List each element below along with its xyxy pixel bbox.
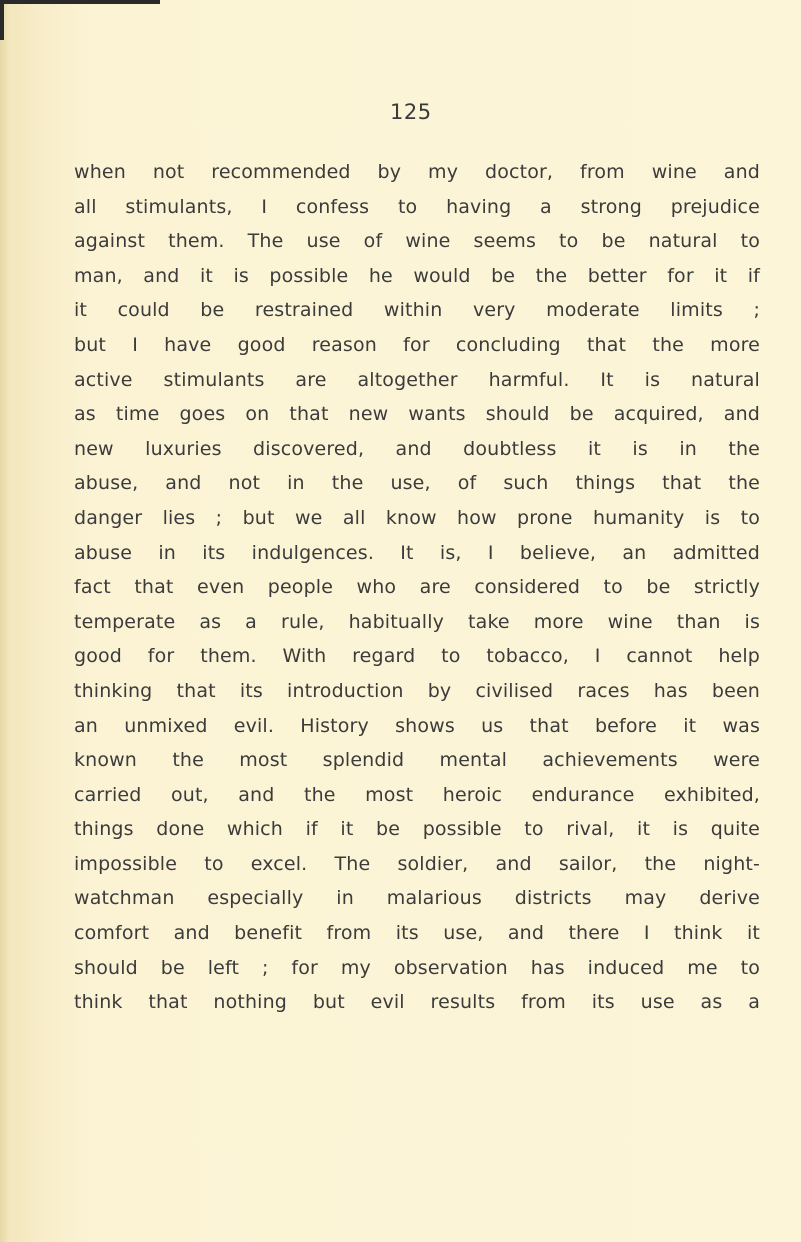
- text-line: comfort and benefit from its use, and there I think it: [74, 922, 760, 945]
- page-corner-edge: [0, 0, 4, 40]
- text-line: danger lies ; but we all know how prone humanity is to: [74, 506, 760, 529]
- text-line: new luxuries discovered, and doubtless it is in the: [74, 437, 760, 460]
- text-line: fact that even people who are considered to be strictly: [74, 576, 760, 599]
- text-line: things done which if it be possible to rival, it is quite: [74, 818, 760, 841]
- text-line: should be left ; for my observation has induced me to: [74, 956, 760, 979]
- text-line: active stimulants are altogether harmful. It is natural: [74, 368, 760, 391]
- text-line: abuse, and not in the use, of such things that the: [74, 472, 760, 495]
- text-line: watchman especially in malarious districts may derive: [74, 887, 760, 910]
- text-line: good for them. With regard to tobacco, I cannot help: [74, 645, 760, 668]
- text-line: when not recommended by my doctor, from wine and: [74, 161, 760, 183]
- text-line: an unmixed evil. History shows us that before it was: [74, 714, 760, 737]
- text-line: known the most splendid mental achievements were: [74, 749, 760, 772]
- text-line: it could be restrained within very moderate limits ;: [74, 299, 760, 322]
- page-spine-shadow: [0, 0, 18, 1242]
- page-number: 125: [390, 100, 432, 124]
- text-line: temperate as a rule, habitually take more wine than is: [74, 610, 760, 633]
- text-line: thinking that its introduction by civilised races has been: [74, 679, 760, 702]
- text-line: abuse in its indulgences. It is, I believe, an admitted: [74, 541, 760, 564]
- text-line: carried out, and the most heroic endurance exhibited,: [74, 783, 760, 806]
- text-line: man, and it is possible he would be the better for it if: [74, 264, 760, 287]
- text-line: all stimulants, I confess to having a strong prejudice: [74, 195, 760, 218]
- text-line: but I have good reason for concluding that the more: [74, 333, 760, 356]
- text-line: impossible to excel. The soldier, and sailor, the night-: [74, 852, 760, 875]
- page-top-edge: [0, 0, 160, 4]
- text-line: as time goes on that new wants should be acquired, and: [74, 403, 760, 426]
- body-text: [74, 155, 760, 1020]
- text-line: think that nothing but evil results from its use as a: [74, 991, 760, 1014]
- text-line: against them. The use of wine seems to be natural to: [74, 230, 760, 253]
